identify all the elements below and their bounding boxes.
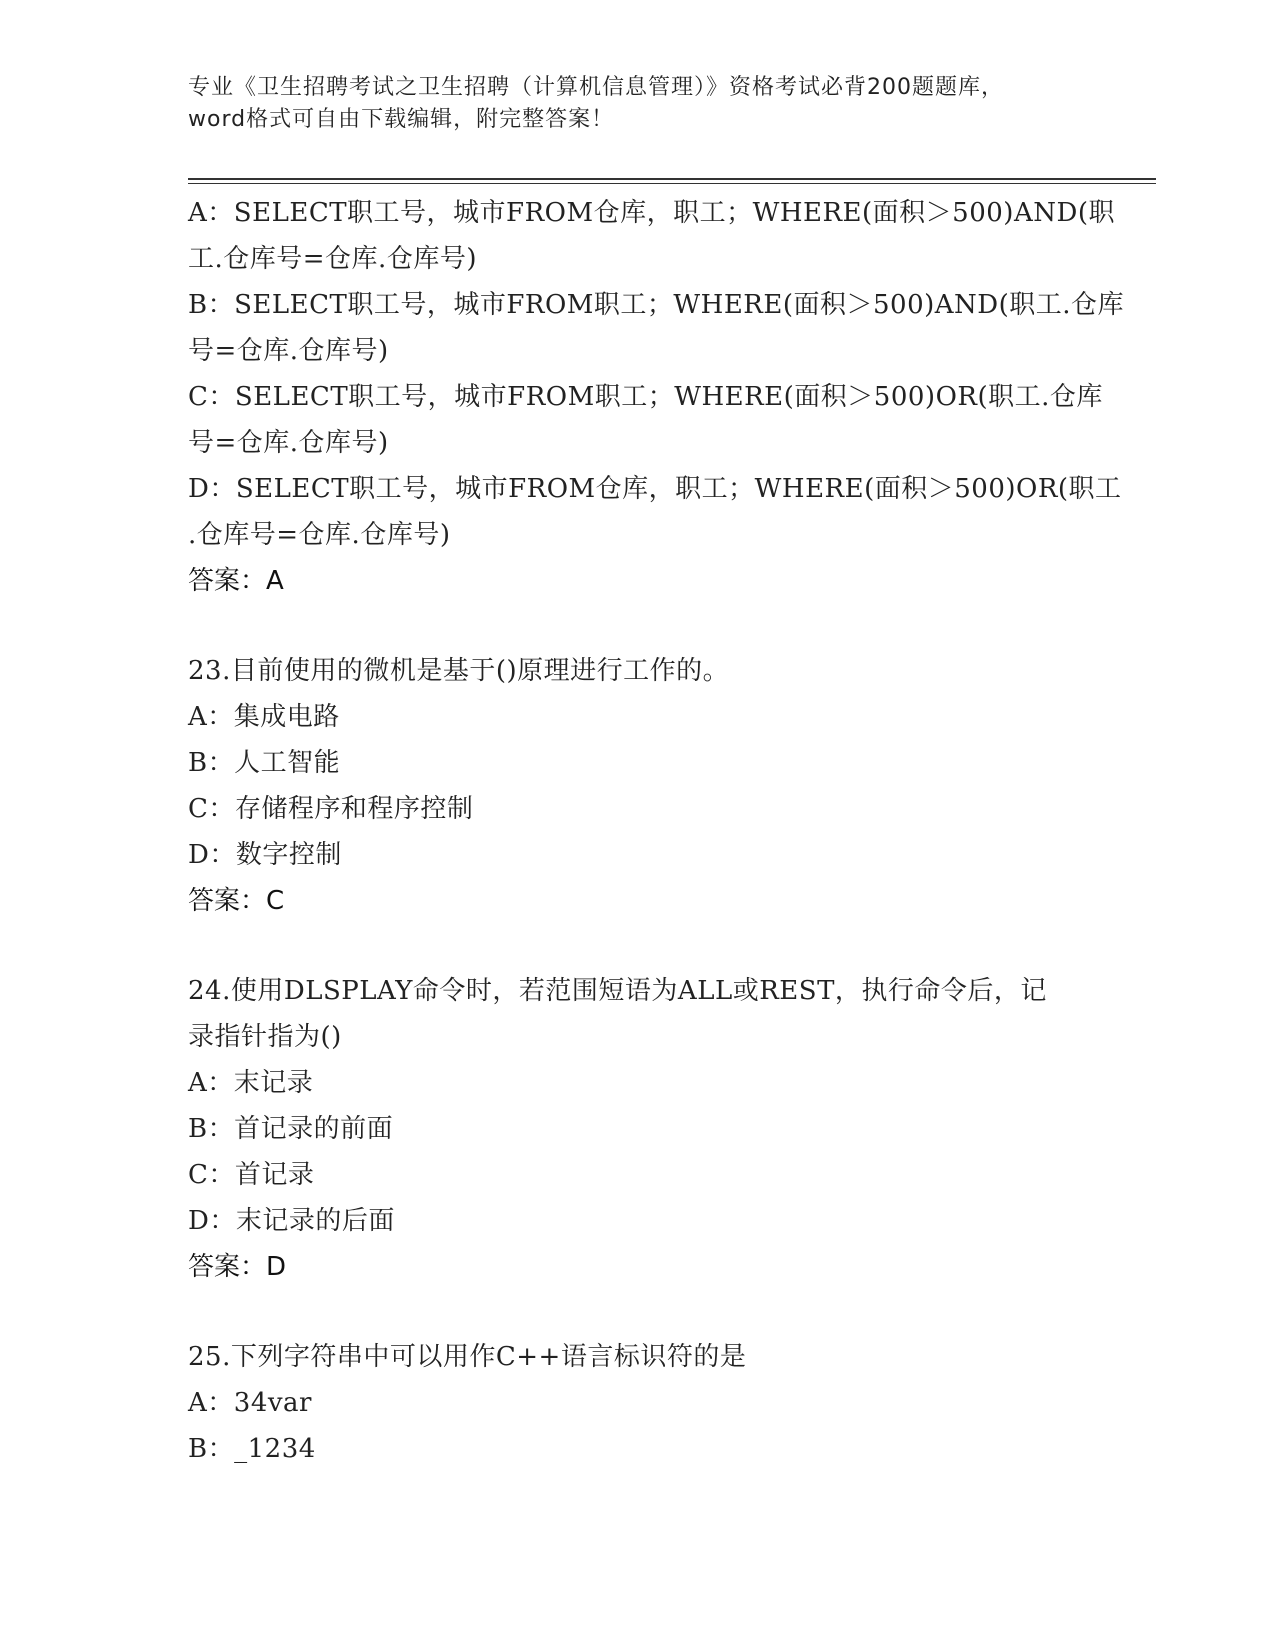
question-24-text-line-2: 录指针指为() [188,1022,342,1052]
answer-22: 答案：A [188,566,284,596]
question-25-text: 25.下列字符串中可以用作C++语言标识符的是 [188,1342,747,1372]
header-divider-thick [188,178,1156,180]
option-b: B：_1234 [188,1434,316,1464]
option-d: D：末记录的后面 [188,1206,395,1236]
option-a-line-2: 工.仓库号=仓库.仓库号) [188,244,477,274]
option-b: B：首记录的前面 [188,1114,394,1144]
question-24-text-line-1: 24.使用DLSPLAY命令时，若范围短语为ALL或REST，执行命令后，记 [188,976,1047,1006]
option-a: A：34var [188,1388,312,1418]
header-divider-thin [188,183,1156,184]
option-d-line-2: .仓库号=仓库.仓库号) [188,520,451,550]
option-c-line-2: 号=仓库.仓库号) [188,428,389,458]
option-c: C：存储程序和程序控制 [188,794,474,824]
header-title-line-1: 专业《卫生招聘考试之卫生招聘（计算机信息管理）》资格考试必背200题题库， [188,75,1004,100]
option-c: C：首记录 [188,1160,315,1190]
option-b: B：人工智能 [188,748,341,778]
option-c-line-1: C：SELECT职工号，城市FROM职工；WHERE(面积＞500)OR(职工.仓库 [188,382,1103,412]
spacer [188,604,1088,648]
question-24 [188,968,1088,1290]
answer-24: 答案：D [188,1252,287,1282]
option-a-line-1: A：SELECT职工号，城市FROM仓库，职工；WHERE(面积＞500)AND(职 [188,198,1115,228]
option-b-line-1: B：SELECT职工号，城市FROM职工；WHERE(面积＞500)AND(职工.仓库 [188,290,1125,320]
header-title-line-2: word格式可自由下载编辑，附完整答案！ [188,107,615,132]
answer-23: 答案：C [188,886,285,916]
spacer [188,1290,1088,1334]
question-list [188,190,1125,1472]
option-d-line-1: D：SELECT职工号，城市FROM仓库，职工；WHERE(面积＞500)OR(职工 [188,474,1122,504]
option-d: D：数字控制 [188,840,342,870]
option-a: A：末记录 [188,1068,314,1098]
option-a: A：集成电路 [188,702,340,732]
question-22-options [188,190,1125,604]
question-23-text: 23.目前使用的微机是基于()原理进行工作的。 [188,656,730,686]
spacer [188,924,1088,968]
document-header [188,72,1088,136]
question-25 [188,1334,1088,1472]
question-23 [188,648,1088,924]
option-b-line-2: 号=仓库.仓库号) [188,336,389,366]
